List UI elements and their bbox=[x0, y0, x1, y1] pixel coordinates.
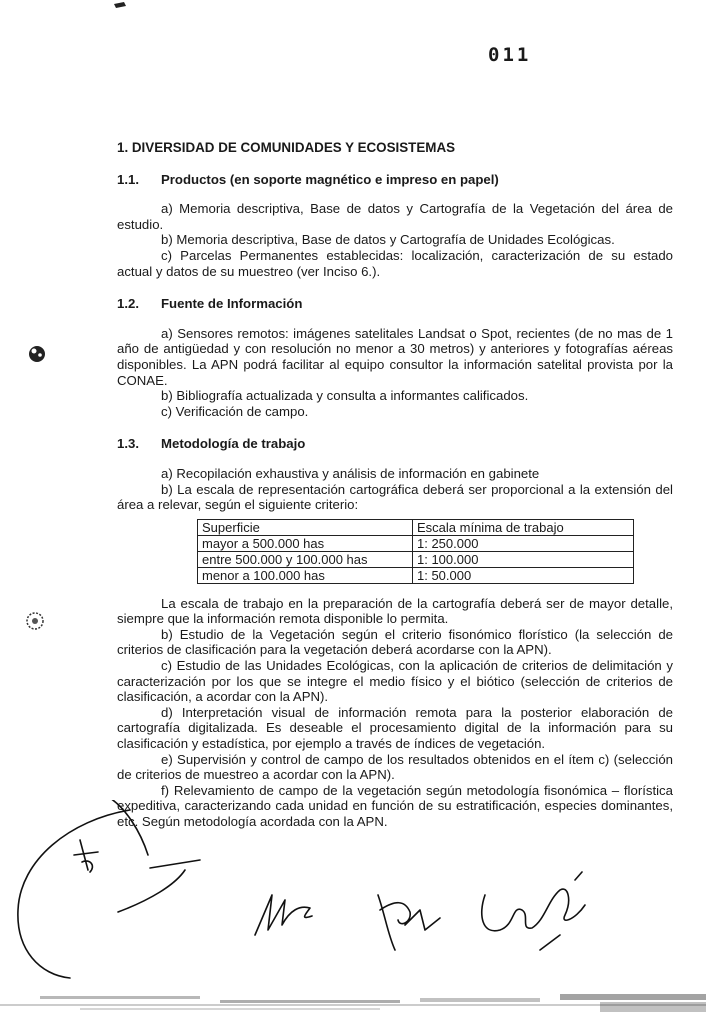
punch-hole-mark-bottom bbox=[24, 610, 46, 632]
table-cell: entre 500.000 y 100.000 has bbox=[198, 551, 413, 567]
signature-1 bbox=[255, 895, 312, 935]
paragraph: e) Supervisión y control de campo de los resultados obtenidos en el ítem c) (selección de criterios de muestreo a acordar con la APN). bbox=[117, 751, 673, 783]
subsection-body-1-3 bbox=[117, 466, 673, 830]
signature-3 bbox=[482, 872, 585, 950]
table-row bbox=[198, 535, 634, 551]
paragraph: c) Parcelas Permanentes establecidas: localización, caracterización de su estado actual y datos de su muestreo (ver Inciso 6.). bbox=[117, 247, 673, 279]
table-row bbox=[198, 551, 634, 567]
table-header-row bbox=[198, 519, 634, 535]
table-cell: 1: 250.000 bbox=[413, 535, 634, 551]
scan-noise-strip bbox=[0, 990, 706, 1024]
margin-initial bbox=[74, 840, 98, 872]
paragraph: c) Verificación de campo. bbox=[161, 403, 309, 419]
punch-hole-mark-top bbox=[26, 343, 48, 365]
margin-curve-stroke bbox=[18, 810, 130, 978]
paragraph: b) La escala de representación cartográfica deberá ser proporcional a la extensión del área a relevar, según el siguiente criterio: bbox=[117, 481, 673, 513]
scale-criteria-table bbox=[197, 519, 634, 584]
paragraph: a) Sensores remotos: imágenes satelitales Landsat o Spot, recientes (de no mas de 1 año de antigüedad y con resolución no menor a 30 metros) y anteriores y fotografías aéreas disponibles. La APN podrá facilitar al equipo consultor la información satelital provista por la CONAE. bbox=[117, 325, 673, 388]
subsection-number: 1.2. bbox=[117, 296, 139, 312]
table-cell: menor a 100.000 has bbox=[198, 567, 413, 583]
page-number: 011 bbox=[488, 44, 532, 66]
signature-2 bbox=[378, 895, 440, 950]
subsection-title: Fuente de Información bbox=[161, 296, 303, 312]
table-cell: mayor a 500.000 has bbox=[198, 535, 413, 551]
table-row bbox=[198, 567, 634, 583]
section-title: 1. DIVERSIDAD DE COMUNIDADES Y ECOSISTEMAS bbox=[117, 140, 456, 155]
subsection-title: Productos (en soporte magnético e impreso en papel) bbox=[161, 171, 499, 187]
table-cell: 1: 50.000 bbox=[413, 567, 634, 583]
table-header-cell: Superficie bbox=[198, 519, 413, 535]
paragraph: f) Relevamiento de campo de la vegetación según metodología fisonómica – florística expeditiva, caracterizando cada unidad en función de su estratificación, especies dominantes, etc. Según metodología acordada con la APN. bbox=[117, 782, 673, 829]
paragraph: b) Bibliografía actualizada y consulta a informantes calificados. bbox=[161, 388, 529, 404]
table-header-cell: Escala mínima de trabajo bbox=[413, 519, 634, 535]
subsection-title: Metodología de trabajo bbox=[161, 436, 306, 452]
scan-speck-top bbox=[112, 0, 132, 10]
document-body bbox=[117, 140, 673, 830]
handwritten-signatures bbox=[0, 800, 706, 990]
paragraph: a) Memoria descriptiva, Base de datos y Cartografía de la Vegetación del área de estudio. bbox=[117, 201, 673, 232]
subsection-heading-1-3 bbox=[117, 436, 673, 452]
subsection-number: 1.1. bbox=[117, 171, 139, 187]
paragraph: d) Interpretación visual de información remota para la posterior elaboración de cartografía digitalizada. Es deseable el procesamiento digital de la información para su clasificación y estadística, por ejemplo a través de índices de vegetación. bbox=[117, 704, 673, 752]
paragraph: b) Estudio de la Vegetación según el criterio fisonómico florístico (la selección de criterios de clasificación para la vegetación deberá acordarse con la APN). bbox=[117, 626, 673, 658]
subsection-heading-1-2 bbox=[117, 296, 673, 312]
subsection-number: 1.3. bbox=[117, 436, 139, 452]
paragraph: c) Estudio de las Unidades Ecológicas, con la aplicación de criterios de delimitación y caracterización por los que se integre el medio físico y el biótico (selección de criterios de clasificación, a acordar con la APN). bbox=[117, 658, 673, 705]
subsection-body-1-2 bbox=[117, 326, 673, 420]
paragraph: b) Memoria descriptiva, Base de datos y Cartografía de Unidades Ecológicas. bbox=[161, 232, 615, 248]
paragraph: La escala de trabajo en la preparación de la cartografía deberá ser de mayor detalle, siempre que la información remota disponible lo permita. bbox=[117, 595, 673, 627]
subsection-body-1-1 bbox=[117, 201, 673, 279]
subsection-heading-1-1 bbox=[117, 172, 673, 188]
table-cell: 1: 100.000 bbox=[413, 551, 634, 567]
paragraph: a) Recopilación exhaustiva y análisis de información en gabinete bbox=[161, 465, 540, 481]
